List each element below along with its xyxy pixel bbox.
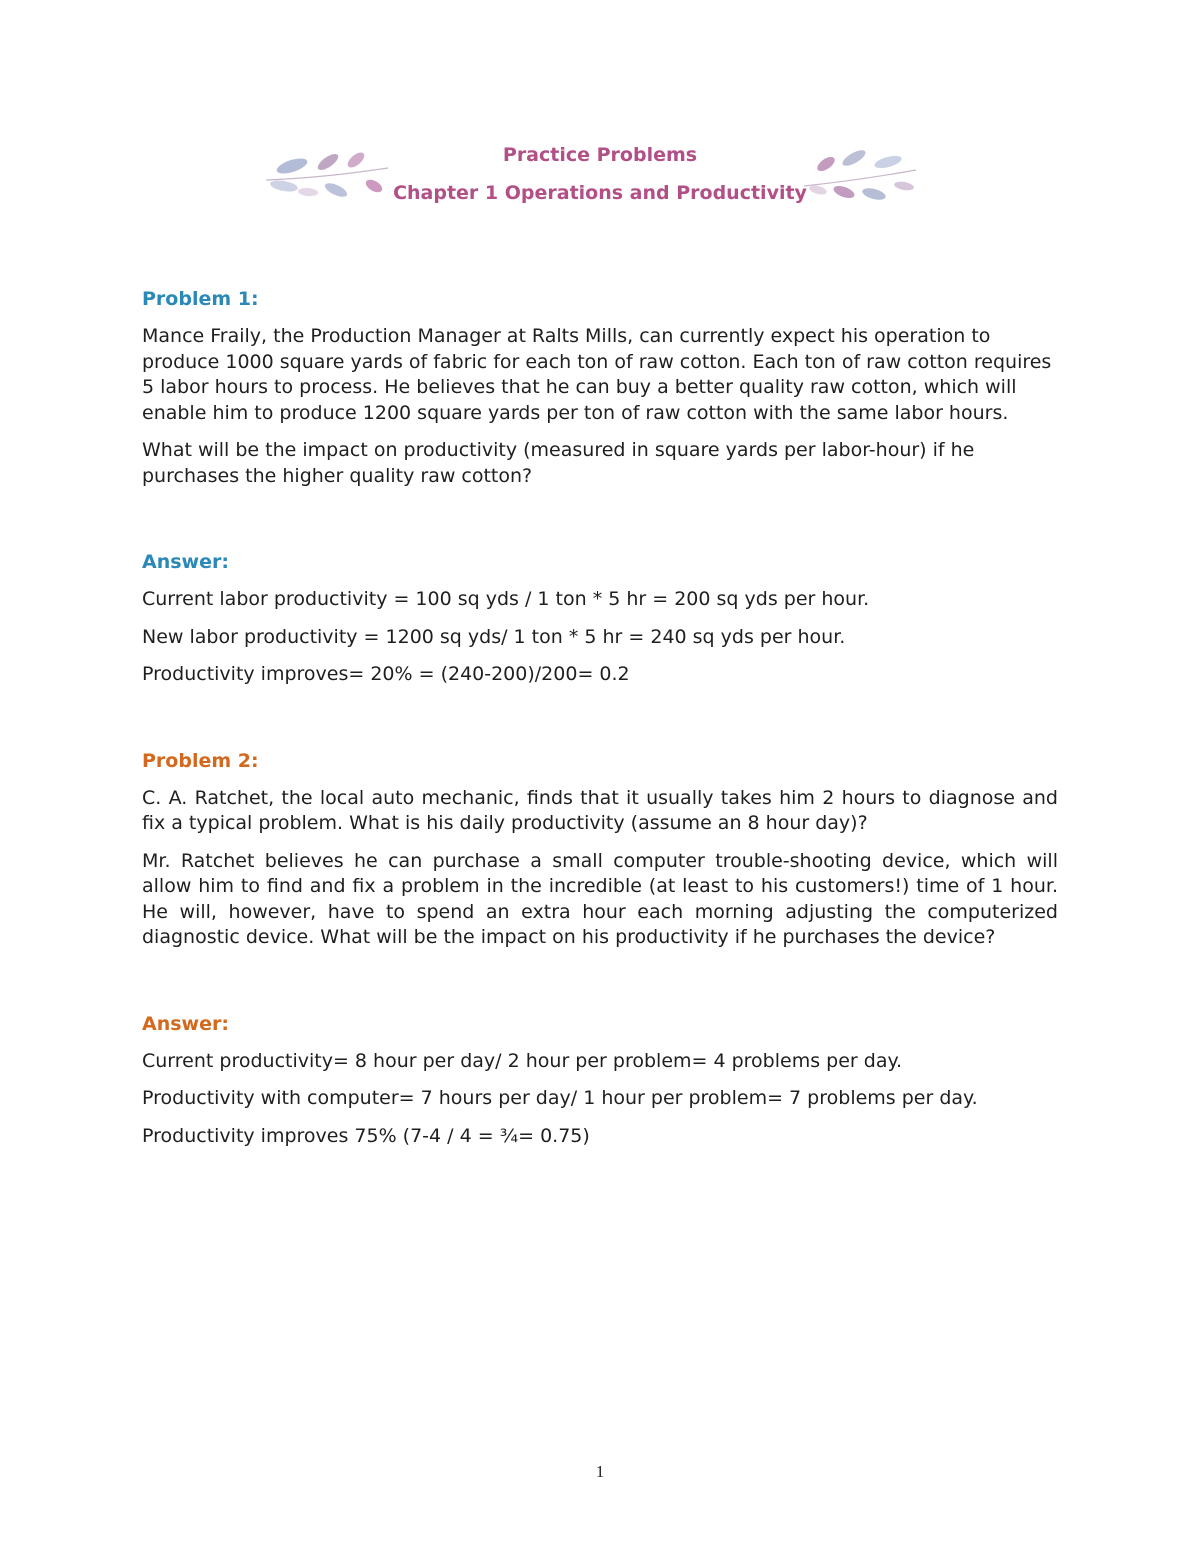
answer-2-line: Productivity improves 75% (7-4 / 4 = ¾= 0.75) (142, 1124, 590, 1147)
problem-1-paragraph: Mance Fraily, the Production Manager at Ralts Mills, can currently expect his operation to produce 1000 square yards of fabric for each ton of raw cotton. Each ton of raw cotton requires 5 labor hours to process. He believes that he can buy a better quality raw cotton, which will enable him to produce 1200 square yards per ton of raw cotton with the same labor hours. (142, 325, 1052, 424)
page-header (0, 140, 1200, 220)
answer-1-line: New labor productivity = 1200 sq yds/ 1 ton * 5 hr = 240 sq yds per hour. (142, 625, 846, 648)
problem-1-heading: Problem 1: (142, 288, 259, 310)
answer-2-line: Current productivity= 8 hour per day/ 2 hour per problem= 4 problems per day. (142, 1049, 903, 1072)
problem-2-paragraph: C. A. Ratchet, the local auto mechanic, finds that it usually takes him 2 hours to diagnose and fix a typical problem. What is his daily productivity (assume an 8 hour day)? (142, 786, 1058, 834)
page-title: Practice Problems (502, 144, 698, 166)
page-number: 1 (595, 1462, 605, 1481)
problem-1-question: What will be the impact on productivity (measured in square yards per labor-hour) if he purchases the higher quality raw cotton? (142, 439, 975, 487)
answer-1-line: Current labor productivity = 100 sq yds / 1 ton * 5 hr = 200 sq yds per hour. (142, 588, 870, 610)
leaf-branch-right-decoration (800, 146, 920, 206)
document-body (142, 288, 1058, 1161)
answer-1-line: Productivity improves= 20% = (240-200)/200= 0.2 (142, 663, 630, 685)
answer-1-heading: Answer: (142, 551, 229, 573)
problem-2-heading: Problem 2: (142, 749, 259, 772)
answer-2-line: Productivity with computer= 7 hours per day/ 1 hour per problem= 7 problems per day. (142, 1087, 978, 1109)
problem-2-question: Mr. Ratchet believes he can purchase a small computer trouble-shooting device, which will allow him to find and fix a problem in the incredible (at least to his customers!) time of 1 hour. He will, however, have to spend an extra hour each morning adjusting the computerized diagnostic device. What will be the impact on his productivity if he purchases the device? (142, 849, 1058, 948)
page-subtitle: Chapter 1 Operations and Productivity (393, 182, 807, 204)
answer-2-heading: Answer: (142, 1012, 229, 1035)
